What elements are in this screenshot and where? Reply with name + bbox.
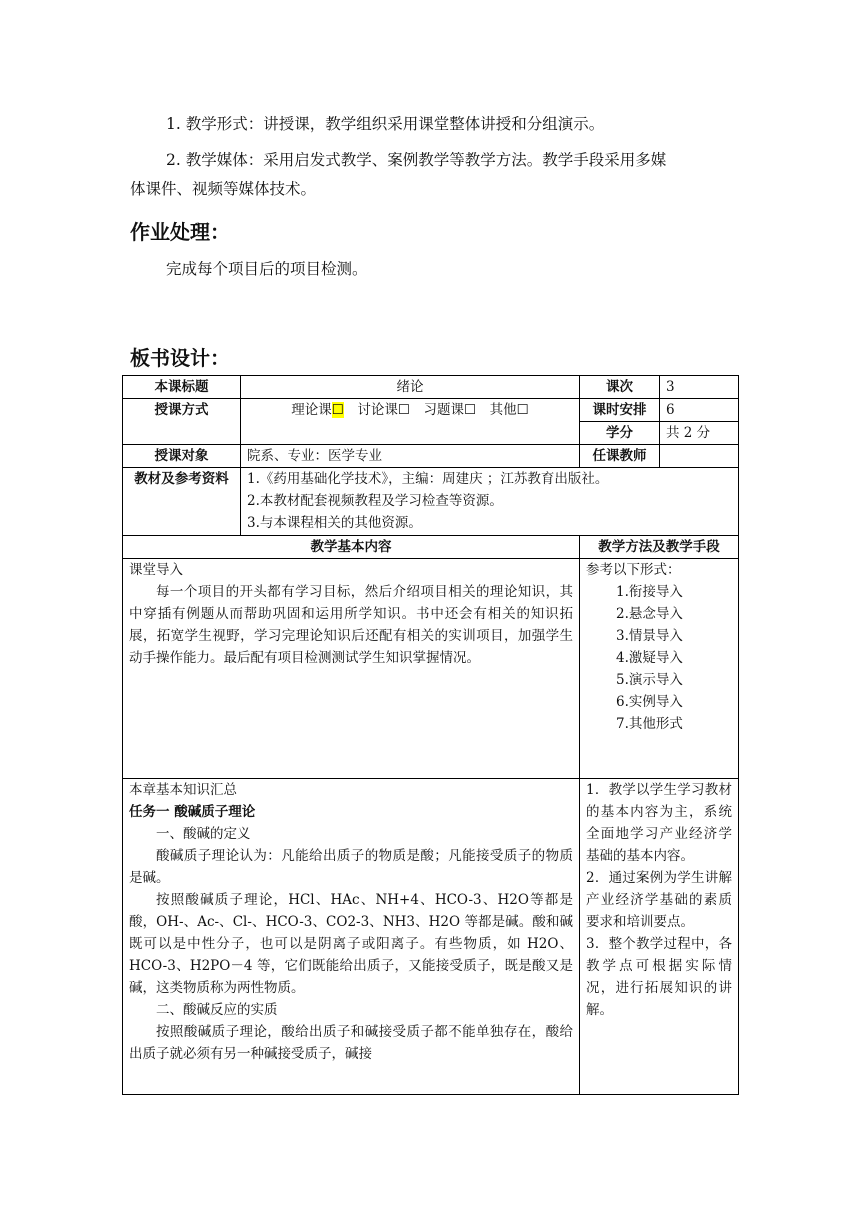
- method-item: 2.悬念导入: [616, 606, 683, 622]
- mode-others: 讨论课☐ 习题课☐ 其他☐: [357, 402, 529, 418]
- hours-value: 6: [660, 399, 739, 422]
- section-1-paragraph-2: 按照酸碱质子理论，HCl、HAc、NH+4、HCO-3、H2O等都是酸，OH-、Ac-、Cl-、HCO-3、CO2-3、NH3、H2O 等都是碱。酸和碱既可以是中性分子，也可以是阴离子或阳离子。有些物质，如 H2O、HCO-3、H2PO－4 等，它们既能给出质子，又能接受质子，既是酸又是碱，这类物质称为两性物质。: [129, 892, 573, 996]
- material-item: 3.与本课程相关的其他资源。: [247, 515, 422, 531]
- task-title: 任务一 酸碱质子理论: [129, 804, 256, 820]
- teacher-label: 任课教师: [580, 445, 660, 468]
- materials-label: 教材及参考资料: [123, 468, 241, 536]
- methods-list: [580, 559, 739, 779]
- note-item: 2．通过案例为学生讲解产业经济学基础的素质要求和培训要点。: [586, 870, 732, 930]
- mode-label: 授课方式: [123, 399, 241, 445]
- intro-content: [123, 559, 580, 779]
- session-value: 3: [660, 376, 739, 399]
- audience-label: 授课对象: [123, 445, 241, 468]
- session-label: 课次: [580, 376, 660, 399]
- note-item: 3．整个教学过程中，各教学点可根据实际情况，进行拓展知识的讲解。: [586, 936, 732, 1018]
- mode-theory: 理论课: [291, 402, 332, 418]
- methods-intro: 参考以下形式：: [586, 562, 681, 578]
- intro-item-2-line-1: 2. 教学媒体：采用启发式教学、案例教学等教学方法。教学手段采用多媒: [166, 151, 667, 169]
- summary-content: [123, 779, 580, 1095]
- intro-item-2-line-2: 体课件、视频等媒体技术。: [130, 180, 317, 198]
- intro-item-1: 1. 教学形式：讲授课，教学组织采用课堂整体讲授和分组演示。: [166, 115, 605, 133]
- theory-checkbox: ☐: [331, 402, 344, 418]
- teacher-value: [660, 445, 739, 468]
- homework-text: 完成每个项目后的项目检测。: [166, 260, 368, 278]
- intro-title: 课堂导入: [129, 562, 183, 578]
- method-item: 1.衔接导入: [616, 584, 683, 600]
- method-header: 教学方法及教学手段: [580, 536, 739, 559]
- summary-title: 本章基本知识汇总: [129, 782, 237, 798]
- title-label: 本课标题: [123, 376, 241, 399]
- method-item: 3.情景导入: [616, 628, 683, 644]
- method-item: 6.实例导入: [616, 694, 683, 710]
- section-2-paragraph-1: 按照酸碱质子理论，酸给出质子和碱接受质子都不能单独存在，酸给出质子就必须有另一种碱接受质子，碱接: [129, 1024, 573, 1062]
- title-value: 绪论: [241, 376, 580, 399]
- hours-label: 课时安排: [580, 399, 660, 422]
- section-2-title: 二、酸碱反应的实质: [156, 1002, 278, 1018]
- materials-list: [241, 468, 739, 536]
- material-item: 2.本教材配套视频教程及学习检查等资源。: [247, 493, 503, 509]
- intro-paragraph: 每一个项目的开头都有学习目标，然后介绍项目相关的理论知识，其中穿插有例题从而帮助巩固和运用所学知识。书中还会有相关的知识拓展，拓宽学生视野，学习完理论知识后还配有相关的实训项目，加强学生动手操作能力。最后配有项目检测测试学生知识掌握情况。: [129, 584, 573, 666]
- mode-options: [241, 399, 580, 445]
- credit-label: 学分: [580, 422, 660, 445]
- content-header: 教学基本内容: [123, 536, 580, 559]
- note-item: 1．教学以学生学习教材的基本内容为主，系统全面地学习产业经济学基础的基本内容。: [586, 782, 732, 864]
- lesson-plan-table: [122, 375, 739, 1095]
- method-item: 5.演示导入: [616, 672, 683, 688]
- method-item: 4.激疑导入: [616, 650, 683, 666]
- section-1-paragraph-1: 酸碱质子理论认为：凡能给出质子的物质是酸；凡能接受质子的物质是碱。: [129, 848, 573, 886]
- section-1-title: 一、酸碱的定义: [156, 826, 251, 842]
- teaching-notes: [580, 779, 739, 1095]
- homework-heading: 作业处理：: [130, 220, 230, 244]
- credit-value: 共 2 分: [660, 422, 739, 445]
- method-item: 7.其他形式: [616, 716, 683, 732]
- board-heading: 板书设计：: [130, 346, 230, 370]
- material-item: 1.《药用基础化学技术》，主编：周建庆 ；江苏教育出版社。: [247, 471, 609, 487]
- audience-value: 院系、专业：医学专业: [241, 445, 580, 468]
